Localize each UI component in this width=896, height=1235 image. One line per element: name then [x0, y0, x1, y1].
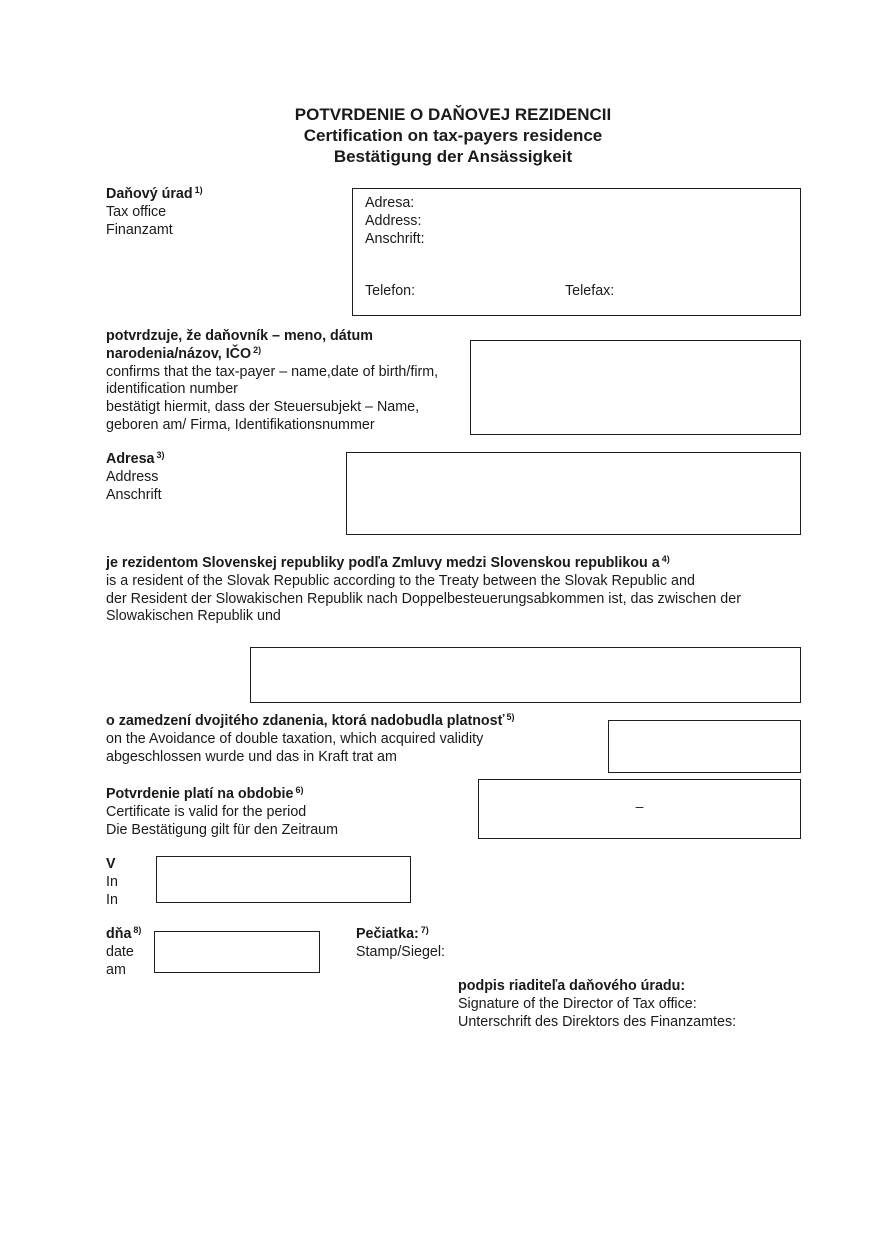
address-label-de: Anschrift	[106, 486, 162, 503]
taxpayer-label	[106, 328, 438, 435]
footnote-marker: 4)	[661, 554, 670, 564]
treaty-label-sk: o zamedzení dvojitého zdanenia, ktorá nadobudla platnosť	[106, 713, 505, 729]
document-title-en: Certification on tax-payers residence	[303, 126, 603, 145]
date-label-en: date	[106, 943, 134, 960]
place-field[interactable]	[156, 856, 411, 903]
period-label-sk: Potvrdenie platí na obdobie	[106, 786, 294, 802]
place-label-de: In	[106, 891, 118, 908]
footnote-marker: 7)	[420, 925, 429, 935]
place-label-en: In	[106, 873, 118, 890]
footnote-marker: 1)	[194, 185, 203, 195]
signature-label-en: Signature of the Director of Tax office:	[458, 995, 697, 1012]
period-label-en: Certificate is valid for the period	[106, 803, 307, 820]
treaty-label	[106, 713, 515, 766]
place-label-sk: V	[106, 856, 116, 872]
residency-label-de-line1: der Resident der Slowakischen Republik nach Doppelbesteuerungsabkommen ist, das zwischen der	[106, 590, 741, 607]
date-label-de: am	[106, 961, 126, 978]
tax-office-label-en: Tax office	[106, 203, 167, 220]
address-label-en: Address:	[365, 212, 422, 229]
period-label	[106, 786, 338, 839]
stamp-label	[356, 926, 445, 962]
taxpayer-label-sk-line1: potvrdzuje, že daňovník – meno, dátum	[106, 328, 373, 344]
taxpayer-label-de-line2: geboren am/ Firma, Identifikationsnummer	[106, 416, 375, 433]
period-label-de: Die Bestätigung gilt für den Zeitraum	[106, 821, 339, 838]
footnote-marker: 2)	[253, 344, 262, 355]
date-field[interactable]	[154, 931, 320, 973]
taxpayer-label-en-line2: identification number	[106, 381, 238, 398]
taxpayer-label-de-line1: bestätigt hiermit, dass der Steuersubjekt – Name,	[106, 399, 420, 416]
footnote-marker: 5)	[506, 712, 515, 722]
address-label	[106, 451, 165, 504]
address-label-sk: Adresa:	[365, 195, 415, 211]
address-label-de: Anschrift:	[365, 230, 425, 247]
signature-label	[458, 978, 736, 1031]
treaty-label-en: on the Avoidance of double taxation, which acquired validity	[106, 730, 484, 747]
footnote-marker: 8)	[133, 925, 142, 935]
document-title-sk: POTVRDENIE O DAŇOVEJ REZIDENCII	[294, 105, 612, 124]
place-label	[106, 856, 118, 909]
taxpayer-field[interactable]	[470, 340, 801, 435]
tax-office-address-labels	[365, 195, 425, 248]
residency-label-en: is a resident of the Slovak Republic according to the Treaty between the Slovak Republic and	[106, 572, 695, 589]
tax-office-box[interactable]	[352, 188, 801, 316]
residency-label-de-line2: Slowakischen Republik und	[106, 608, 281, 625]
footnote-marker: 3)	[156, 450, 165, 460]
address-label-en: Address	[106, 468, 159, 485]
signature-label-de: Unterschrift des Direktors des Finanzamtes:	[458, 1013, 737, 1030]
phone-label: Telefon:	[365, 283, 416, 299]
treaty-country-field[interactable]	[250, 647, 801, 703]
tax-office-label-sk: Daňový úrad	[106, 186, 193, 202]
residency-label-sk: je rezidentom Slovenskej republiky podľa Zmluvy medzi Slovenskou republikou a	[106, 555, 660, 571]
document-title-de: Bestätigung der Ansässigkeit	[333, 147, 573, 166]
date-label-sk: dňa	[106, 926, 132, 942]
footnote-marker: 6)	[295, 785, 304, 795]
taxpayer-label-sk-line2: narodenia/názov, IČO	[106, 345, 252, 362]
treaty-validity-date-field[interactable]	[608, 720, 801, 773]
date-label	[106, 926, 141, 979]
tax-office-label-de: Finanzamt	[106, 221, 173, 238]
validity-period-field[interactable]	[478, 779, 801, 839]
residency-label	[106, 555, 741, 626]
stamp-label-en-de: Stamp/Siegel:	[356, 943, 446, 960]
stamp-label-sk: Pečiatka:	[356, 926, 419, 942]
address-field[interactable]	[346, 452, 801, 535]
fax-label: Telefax:	[565, 283, 615, 299]
address-label-sk: Adresa	[106, 451, 155, 467]
signature-label-sk: podpis riaditeľa daňového úradu:	[458, 978, 686, 994]
taxpayer-label-en-line1: confirms that the tax-payer – name,date of birth/firm,	[106, 363, 439, 380]
tax-office-label	[106, 186, 203, 239]
period-separator: –	[635, 798, 644, 814]
treaty-label-de: abgeschlossen wurde und das in Kraft trat am	[106, 748, 397, 765]
